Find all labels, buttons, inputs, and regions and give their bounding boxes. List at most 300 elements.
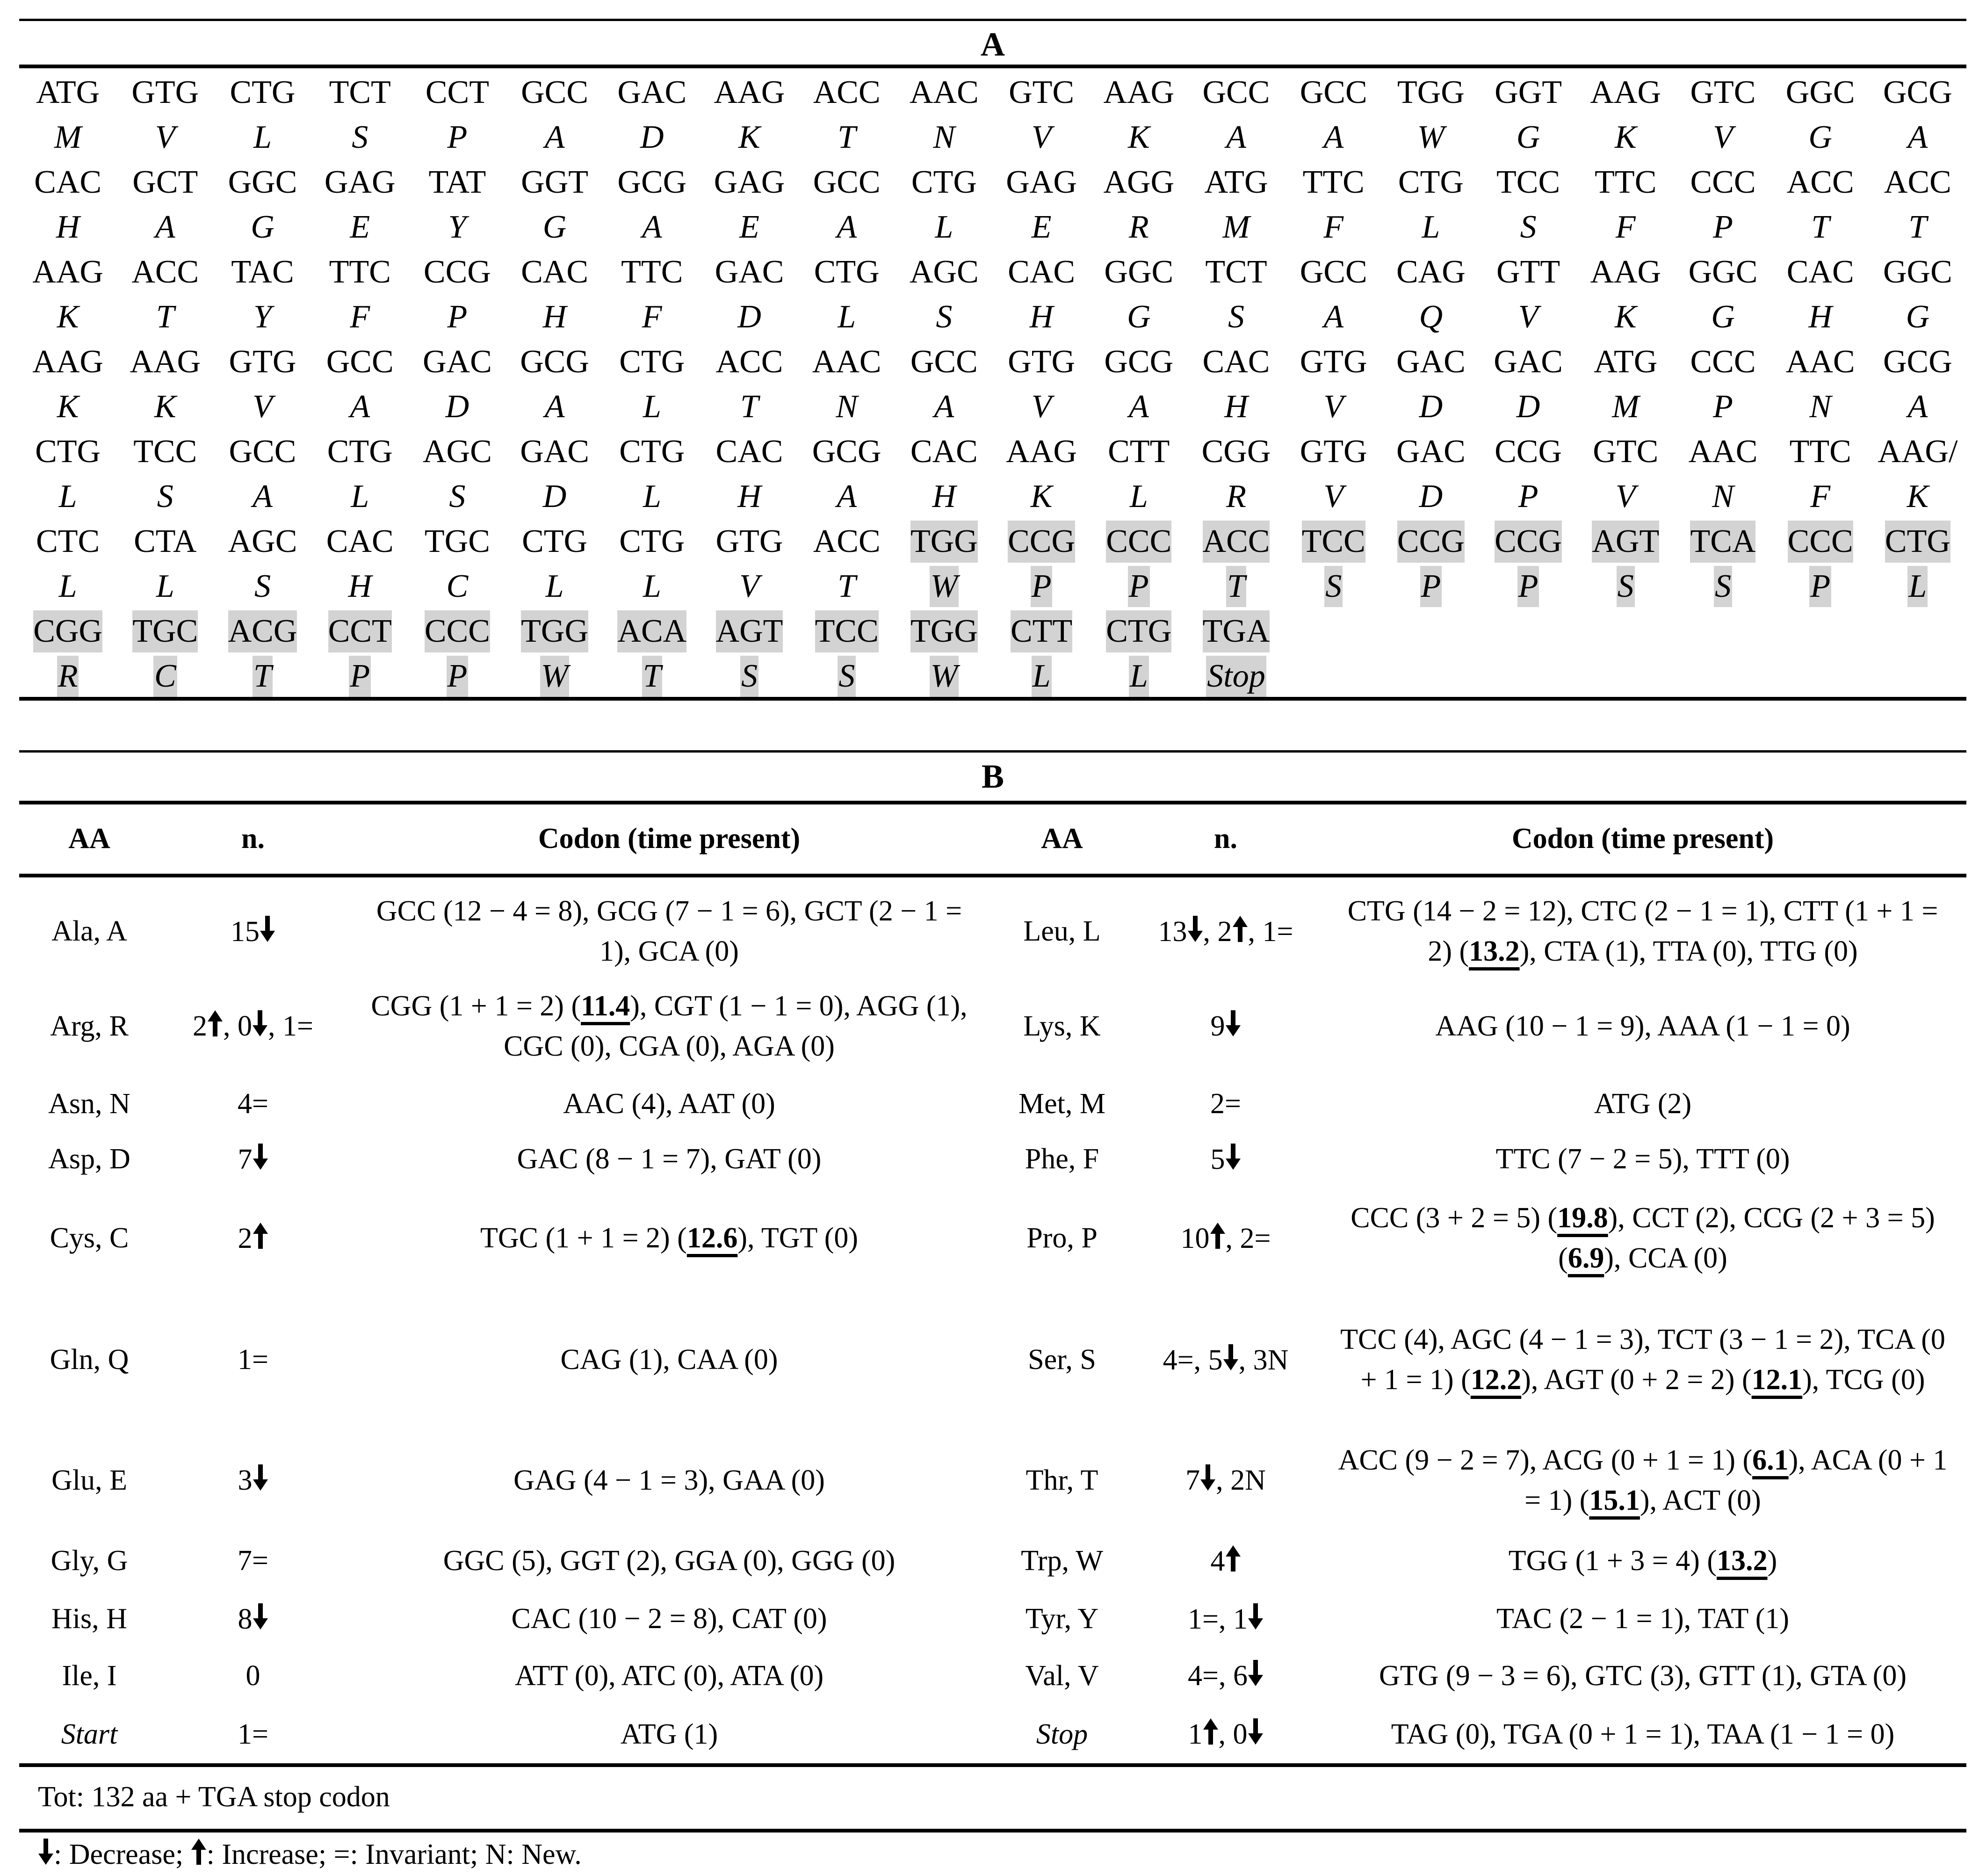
amino-acid-cell <box>506 384 603 429</box>
codon-text: GAC <box>1396 434 1466 470</box>
codon-text: TCC (4), AGC (4 − 1 = 3), TCT (3 − 1 = 2), TCA (0 + 1 = 1) ( <box>1340 1324 1945 1396</box>
codon-text: ), CTA (1), TTA (0), TTG (0) <box>1519 935 1858 967</box>
codon-text: GCC <box>910 344 978 380</box>
amino-acid-text: F <box>350 299 370 335</box>
codon-text: CCC <box>425 610 490 652</box>
codon-cell <box>1577 429 1674 474</box>
count-cell <box>1132 1541 1319 1581</box>
codon-usage-cell <box>347 1340 992 1380</box>
codon-cell <box>1674 340 1771 384</box>
codon-text: GAC <box>1396 344 1466 380</box>
amino-acid-cell <box>409 384 506 429</box>
codon-cell <box>603 160 701 205</box>
count-cell <box>1132 1084 1319 1124</box>
codon-cell <box>311 70 409 115</box>
codon-cell <box>1382 340 1480 384</box>
amino-acid-text: L <box>58 568 77 604</box>
codon-text: GAG <box>714 164 785 200</box>
amino-acid-text: S <box>936 299 953 335</box>
codon-text: ), TCG (0) <box>1802 1364 1925 1396</box>
codon-cell <box>1187 160 1285 205</box>
amino-acid-text: V <box>1031 389 1052 425</box>
codon-cell <box>1382 429 1480 474</box>
amino-acid-text: A <box>837 209 857 245</box>
amino-acid-text: P <box>1517 566 1539 607</box>
codon-usage-cell <box>347 1460 992 1500</box>
amino-acid-cell <box>409 564 506 609</box>
amino-acid-cell <box>1577 115 1674 160</box>
codon-cell <box>993 519 1090 564</box>
amino-acid-text: A <box>544 389 565 425</box>
codon-usage-cell <box>1319 891 1966 971</box>
amino-acid-name: Pro, P <box>1026 1222 1098 1254</box>
table-row <box>19 1530 1966 1591</box>
amino-acid-text: T <box>1811 209 1830 245</box>
codon-text: ACC <box>813 74 881 110</box>
amino-acid-cell <box>116 205 214 250</box>
count-text: 0 <box>246 1659 260 1692</box>
codon-cell <box>701 429 798 474</box>
legend <box>19 1833 1966 1876</box>
amino-acid-cell <box>1674 474 1771 519</box>
amino-acid-cell <box>993 115 1090 160</box>
amino-acid-cell <box>1187 564 1285 609</box>
codon-cell <box>214 609 311 654</box>
increase-arrow-icon <box>253 1217 268 1257</box>
amino-acid-text: F <box>1810 478 1831 514</box>
codon-cell <box>798 609 896 654</box>
count-text: 1=, 1 <box>1188 1603 1248 1635</box>
amino-acid-text: S <box>157 478 173 514</box>
amino-acid-text: F <box>1323 209 1344 245</box>
codon-cell <box>1090 429 1187 474</box>
count-cell <box>159 1656 347 1696</box>
codon-text: GCG <box>617 164 687 200</box>
amino-acid-text: P <box>349 656 371 697</box>
codon-cell <box>409 519 506 564</box>
legend-text: : Decrease; <box>54 1839 191 1870</box>
amino-acid-cell <box>798 564 896 609</box>
table-row <box>19 1705 1966 1763</box>
amino-acid-cell <box>1480 654 1577 699</box>
amino-acid-cell <box>1480 564 1577 609</box>
codon-text: ATG (2) <box>1594 1088 1692 1120</box>
codon-cell <box>1674 519 1771 564</box>
codon-text: AAG <box>130 344 201 380</box>
amino-acid-row <box>19 474 1966 519</box>
codon-text: GAC <box>1494 344 1563 380</box>
amino-acid-text: M <box>1222 209 1250 245</box>
codon-cell <box>701 250 798 295</box>
table-row <box>19 1591 1966 1646</box>
count-text: 2 <box>193 1010 208 1042</box>
table-body <box>19 877 1966 1763</box>
amino-acid-text: D <box>542 478 567 514</box>
codon-text: ACC <box>1884 164 1951 200</box>
codon-text: TCC <box>1302 521 1365 563</box>
amino-acid-cell <box>1480 205 1577 250</box>
amino-acid-cell <box>311 205 409 250</box>
amino-acid-text: G <box>1906 299 1930 335</box>
amino-acid-cell <box>993 654 1090 699</box>
amino-acid-text: V <box>253 389 273 425</box>
amino-acid-text: C <box>446 568 469 604</box>
amino-acid-row <box>19 654 1966 699</box>
amino-acid-text: K <box>1127 119 1150 155</box>
amino-acid-text: S <box>1714 566 1732 607</box>
codon-text: GCC <box>1300 74 1367 110</box>
codon-cell <box>1577 250 1674 295</box>
amino-acid-text: W <box>540 656 569 697</box>
count-text: 7 <box>238 1143 253 1175</box>
total-bottom-rule <box>19 1829 1966 1833</box>
codon-cell <box>1772 340 1869 384</box>
amino-acid-cell <box>1382 115 1480 160</box>
amino-acid-cell <box>1674 564 1771 609</box>
amino-acid-cell <box>701 295 798 340</box>
amino-acid-text: N <box>1712 478 1734 514</box>
amino-acid-name: Glu, E <box>51 1464 127 1496</box>
frequency-value: 13.2 <box>1717 1545 1768 1577</box>
amino-acid-name: Stop <box>1036 1718 1088 1750</box>
codon-text: TGG <box>1397 74 1465 110</box>
amino-acid-text: Y <box>448 209 467 245</box>
header-aa-left: AA <box>68 822 110 855</box>
codon-text: AGC <box>228 523 297 559</box>
amino-acid-cell <box>701 384 798 429</box>
amino-acid-cell <box>701 564 798 609</box>
table-row <box>19 1131 1966 1187</box>
codon-text: GCC <box>229 434 296 470</box>
codon-text: ), TGT (0) <box>737 1222 859 1254</box>
count-text: 4=, 6 <box>1188 1660 1248 1692</box>
count-cell <box>159 1139 347 1180</box>
count-text: , 1= <box>268 1010 313 1042</box>
codon-usage-cell <box>1319 1139 1966 1179</box>
amino-acid-cell <box>1382 654 1480 699</box>
amino-acid-cell <box>1674 384 1771 429</box>
codon-text: TTC <box>1789 434 1851 470</box>
codon-text: GCC <box>326 344 394 380</box>
amino-acid-cell <box>1187 205 1285 250</box>
codon-cell <box>1285 160 1382 205</box>
amino-acid-cell <box>1285 564 1382 609</box>
amino-acid-cell <box>798 295 896 340</box>
codon-cell <box>1187 70 1285 115</box>
codon-cell <box>1480 519 1577 564</box>
codon-cell <box>798 160 896 205</box>
amino-acid-text: D <box>1516 389 1540 425</box>
codon-text: CTG <box>1885 521 1950 563</box>
count-text: 2= <box>1210 1088 1241 1120</box>
codon-text: ), CGT (1 − 1 = 0), AGG (1), CGC (0), CGA (0), AGA (0) <box>504 990 968 1062</box>
codon-text: TTC <box>621 254 683 290</box>
codon-cell <box>116 160 214 205</box>
codon-text: AAG <box>32 254 103 290</box>
amino-acid-cell <box>1772 205 1869 250</box>
codon-text: GTG <box>131 74 199 110</box>
count-text: 8 <box>238 1603 253 1635</box>
codon-text: ), ACA (0 + 1 = 1) ( <box>1524 1444 1948 1516</box>
codon-cell <box>1285 609 1382 654</box>
codon-text: GAC (8 − 1 = 7), GAT (0) <box>517 1143 822 1175</box>
amino-acid-cell <box>1772 295 1869 340</box>
table-row <box>19 1289 1966 1430</box>
codon-text: CTC <box>36 523 100 559</box>
amino-acid-text: K <box>1614 299 1637 335</box>
amino-acid-text: A <box>837 478 857 514</box>
codon-row <box>19 519 1966 564</box>
frequency-value: 6.9 <box>1567 1242 1604 1274</box>
count-text: 2 <box>238 1222 253 1254</box>
codon-text: GTG <box>1008 344 1076 380</box>
codon-cell <box>19 340 116 384</box>
amino-acid-text: K <box>1030 478 1053 514</box>
codon-text: TCA <box>1690 521 1755 563</box>
amino-acid-cell <box>1090 115 1187 160</box>
amino-acid-text: L <box>1907 566 1928 607</box>
amino-acid-cell <box>1772 564 1869 609</box>
codon-cell <box>1382 160 1480 205</box>
codon-text: TGC (1 + 1 = 2) ( <box>480 1222 687 1254</box>
increase-arrow-icon <box>191 1834 207 1872</box>
codon-usage-cell <box>1319 1440 1966 1521</box>
amino-acid-cell <box>701 205 798 250</box>
amino-acid-text: G <box>1516 119 1540 155</box>
codon-text: ) <box>1767 1545 1777 1577</box>
frequency-value: 12.1 <box>1751 1364 1803 1396</box>
codon-cell <box>506 160 603 205</box>
codon-text: CGG <box>33 610 102 652</box>
frequency-value: 11.4 <box>581 990 630 1022</box>
section-a-bottom-rule <box>19 697 1966 701</box>
codon-cell <box>116 340 214 384</box>
amino-acid-cell <box>1187 295 1285 340</box>
count-text: 13 <box>1158 915 1187 948</box>
codon-text: AAG <box>32 344 103 380</box>
codon-text: GTC <box>1009 74 1075 110</box>
codon-cell <box>603 70 701 115</box>
codon-text: ATG <box>1594 344 1658 380</box>
amino-acid-text: L <box>838 299 856 335</box>
codon-cell <box>1772 429 1869 474</box>
codon-cell <box>506 70 603 115</box>
amino-acid-cell <box>1187 384 1285 429</box>
codon-usage-cell <box>347 1656 992 1696</box>
amino-acid-cell <box>19 295 116 340</box>
amino-acid-cell <box>1090 654 1187 699</box>
codon-cell <box>896 250 993 295</box>
codon-cell <box>1772 519 1869 564</box>
amino-acid-text: Stop <box>1206 656 1266 697</box>
amino-acid-cell <box>311 115 409 160</box>
codon-text: TAG (0), TGA (0 + 1 = 1), TAA (1 − 1 = 0) <box>1391 1718 1895 1750</box>
amino-acid-cell <box>1090 384 1187 429</box>
count-text: , 0 <box>223 1010 253 1042</box>
codon-cell <box>993 340 1090 384</box>
count-text: 10 <box>1180 1222 1210 1254</box>
count-cell <box>159 1541 347 1581</box>
codon-cell <box>896 429 993 474</box>
amino-acid-cell <box>701 654 798 699</box>
amino-acid-cell <box>1674 205 1771 250</box>
codon-text: GGC <box>1688 254 1758 290</box>
codon-text: ACC <box>715 344 783 380</box>
table-bottom-rule <box>19 1763 1966 1767</box>
codon-text: GGC <box>228 164 297 200</box>
codon-text: ATG (1) <box>620 1718 718 1750</box>
amino-acid-cell <box>409 654 506 699</box>
amino-acid-text: L <box>1129 656 1149 697</box>
codon-cell <box>311 519 409 564</box>
amino-acid-text: L <box>545 568 564 604</box>
codon-text: TGG <box>910 610 978 652</box>
codon-cell <box>603 609 701 654</box>
count-text: 5 <box>1210 1143 1225 1175</box>
amino-acid-cell <box>1187 654 1285 699</box>
codon-text: GCG <box>1883 74 1952 110</box>
codon-cell <box>214 250 311 295</box>
codon-text: CCC <box>1106 521 1171 563</box>
amino-acid-cell <box>896 474 993 519</box>
codon-cell <box>1187 519 1285 564</box>
codon-cell <box>409 160 506 205</box>
codon-text: TTC (7 − 2 = 5), TTT (0) <box>1495 1143 1790 1175</box>
count-cell <box>159 1084 347 1124</box>
codon-row <box>19 160 1966 205</box>
codon-cell <box>116 70 214 115</box>
increase-arrow-icon <box>1203 1713 1219 1753</box>
amino-acid-cell <box>896 564 993 609</box>
count-cell <box>1132 1460 1319 1500</box>
amino-acid-text: N <box>1809 389 1832 425</box>
amino-acid-text: M <box>54 119 82 155</box>
codon-text: ACC <box>1203 521 1270 563</box>
codon-cell <box>214 160 311 205</box>
amino-acid-text: S <box>1324 566 1343 607</box>
codon-text: GCG <box>812 434 881 470</box>
codon-cell <box>798 519 896 564</box>
codon-text: CGG <box>1201 434 1271 470</box>
codon-cell <box>1772 160 1869 205</box>
amino-acid-name: Tyr, Y <box>1025 1603 1099 1635</box>
header-n-left: n. <box>241 822 265 855</box>
amino-acid-cell <box>311 384 409 429</box>
codon-cell <box>798 70 896 115</box>
codon-cell <box>311 609 409 654</box>
amino-acid-cell <box>603 474 701 519</box>
amino-acid-cell <box>1382 564 1480 609</box>
amino-acid-cell <box>409 205 506 250</box>
amino-acid-cell <box>19 115 116 160</box>
count-cell <box>1132 1599 1319 1639</box>
codon-text: ACC <box>131 254 199 290</box>
codon-cell <box>1869 160 1966 205</box>
amino-acid-cell <box>1285 384 1382 429</box>
codon-cell <box>506 340 603 384</box>
amino-acid-text: T <box>838 119 856 155</box>
amino-acid-cell <box>603 295 701 340</box>
amino-acid-text: H <box>1224 389 1248 425</box>
amino-acid-cell <box>993 474 1090 519</box>
amino-acid-cell <box>311 295 409 340</box>
codon-cell <box>409 429 506 474</box>
codon-text: CTG <box>619 434 685 470</box>
codon-text: CGG (1 + 1 = 2) ( <box>371 990 581 1022</box>
codon-usage-cell <box>347 1218 992 1258</box>
amino-acid-text: A <box>1226 119 1246 155</box>
codon-text: CCT <box>328 610 392 652</box>
codon-cell <box>1090 519 1187 564</box>
section-a-title: A <box>981 26 1005 63</box>
codon-text: CTG <box>230 74 296 110</box>
amino-acid-name: Cys, C <box>50 1222 129 1254</box>
codon-cell <box>409 609 506 654</box>
codon-text: CCG <box>1495 521 1562 563</box>
codon-text: TCC <box>815 610 879 652</box>
amino-acid-text: R <box>1226 478 1246 514</box>
amino-acid-name: Leu, L <box>1023 915 1101 947</box>
codon-cell <box>1480 70 1577 115</box>
codon-text: CTG <box>911 164 977 200</box>
codon-cell <box>1577 340 1674 384</box>
amino-acid-text: P <box>447 299 468 335</box>
amino-acid-cell <box>993 205 1090 250</box>
codon-cell <box>701 340 798 384</box>
amino-acid-text: W <box>930 656 959 697</box>
codon-text: CCG <box>1008 521 1075 563</box>
codon-cell <box>1382 70 1480 115</box>
codon-cell <box>19 429 116 474</box>
amino-acid-text: L <box>643 478 661 514</box>
amino-acid-text: K <box>738 119 760 155</box>
codon-text: GCT <box>132 164 198 200</box>
amino-acid-cell <box>896 654 993 699</box>
decrease-arrow-icon <box>1187 910 1203 950</box>
amino-acid-text: T <box>1226 566 1246 607</box>
amino-acid-name: Val, V <box>1025 1659 1099 1692</box>
amino-acid-text: A <box>155 209 175 245</box>
codon-text: AGT <box>1592 521 1659 563</box>
codon-row <box>19 70 1966 115</box>
codon-cell <box>1674 250 1771 295</box>
codon-text: CCC <box>1788 521 1853 563</box>
codon-cell <box>993 609 1090 654</box>
decrease-arrow-icon <box>260 910 275 950</box>
amino-acid-text: K <box>57 389 79 425</box>
codon-text: GTG <box>1300 344 1367 380</box>
codon-text: GAC <box>422 344 492 380</box>
amino-acid-text: D <box>445 389 469 425</box>
codon-cell <box>1577 70 1674 115</box>
amino-acid-cell <box>214 115 311 160</box>
codon-text: CAC <box>34 164 102 200</box>
codon-text: GTG <box>1300 434 1367 470</box>
codon-text: TTC <box>1302 164 1365 200</box>
amino-acid-text: V <box>1518 299 1538 335</box>
codon-cell <box>798 250 896 295</box>
codon-text: CTG <box>1398 164 1464 200</box>
amino-acid-cell <box>506 654 603 699</box>
codon-text: TGG (1 + 3 = 4) ( <box>1508 1545 1717 1577</box>
codon-text: GAG <box>324 164 396 200</box>
codon-cell <box>1869 609 1966 654</box>
amino-acid-cell <box>1869 654 1966 699</box>
codon-text: TGA <box>1203 610 1270 652</box>
amino-acid-text: W <box>1417 119 1445 155</box>
codon-text: ATT (0), ATC (0), ATA (0) <box>514 1659 824 1692</box>
amino-acid-name: Asn, N <box>48 1088 130 1120</box>
